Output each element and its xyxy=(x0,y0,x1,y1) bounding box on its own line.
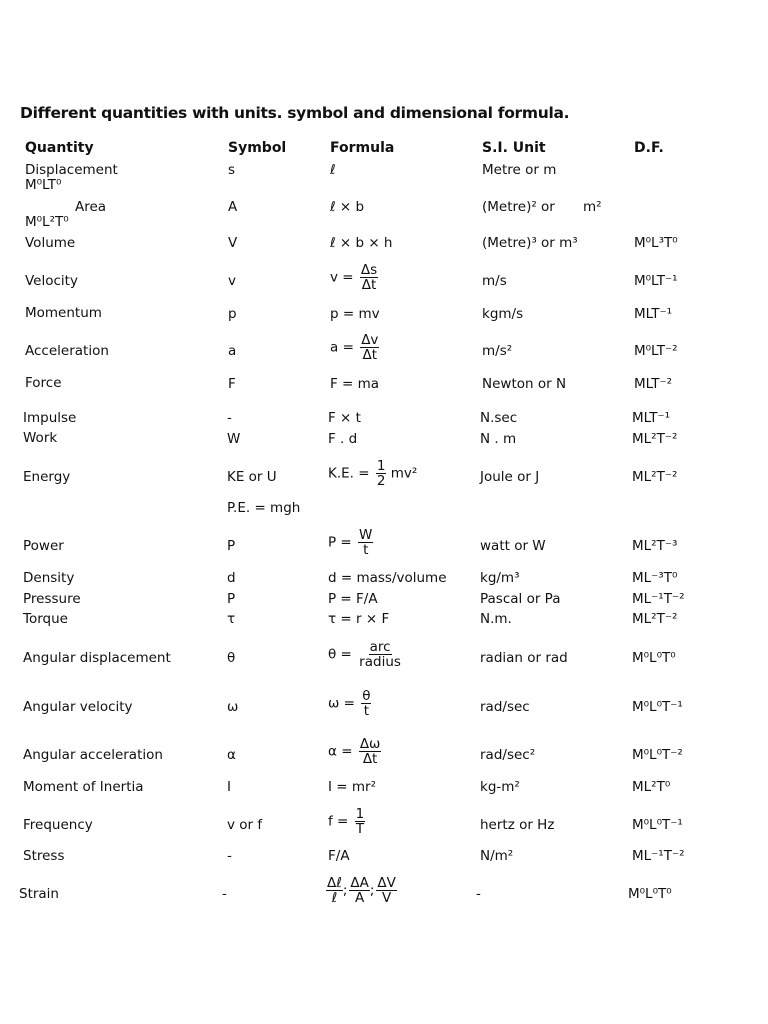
unit-displacement: Metre or m xyxy=(482,162,557,178)
symbol-volume: V xyxy=(228,235,238,251)
symbol-momentum: p xyxy=(228,306,237,322)
symbol-energy: KE or U xyxy=(227,469,277,485)
quantity-momentum: Momentum xyxy=(25,305,102,321)
formula-velocity: v = $\frac{\Delta s}{\Delta t}$ xyxy=(330,262,378,293)
formula-impulse: F × t xyxy=(328,410,361,426)
unit-torque: N.m. xyxy=(480,611,512,627)
formula-stress: F/A xyxy=(328,848,350,864)
quantity-angular-displacement: Angular displacement xyxy=(23,650,171,666)
symbol-acceleration: a xyxy=(228,343,237,359)
unit-angular-displacement: radian or rad xyxy=(480,650,568,666)
quantity-torque: Torque xyxy=(23,611,68,627)
unit-density: kg/m³ xyxy=(480,570,520,586)
formula-moment-of-inertia: I = mr² xyxy=(328,779,376,795)
df-momentum: MLT⁻¹ xyxy=(634,306,673,322)
quantity-moment-of-inertia: Moment of Inertia xyxy=(23,779,144,795)
quantity-volume: Volume xyxy=(25,235,76,251)
df-density: ML⁻³T⁰ xyxy=(632,570,678,586)
symbol-angular-velocity: ω xyxy=(227,699,239,715)
unit-velocity: m/s xyxy=(482,273,507,289)
quantity-angular-acceleration: Angular acceleration xyxy=(23,747,163,763)
unit-area: (Metre)² or xyxy=(482,199,555,215)
symbol-strain: - xyxy=(222,886,227,902)
formula-power: P = $\frac{W}{t}$ xyxy=(328,527,373,558)
quantity-density: Density xyxy=(23,570,75,586)
formula-displacement: ℓ xyxy=(330,162,336,178)
unit-moment-of-inertia: kg-m² xyxy=(480,779,520,795)
df-volume: M⁰L³T⁰ xyxy=(634,235,678,251)
formula-torque: τ = r × F xyxy=(328,611,390,627)
unit-force: Newton or N xyxy=(482,376,567,392)
quantity-stress: Stress xyxy=(23,848,65,864)
unit-area-alt: m² xyxy=(583,199,602,215)
header-formula: Formula xyxy=(330,140,395,156)
formula-strain: $\frac{\text{Δℓ}}{\text{ℓ}}$ ; $\frac{\Delta A}{A}$ ; $\frac{\Delta V}{V}$ xyxy=(327,875,396,906)
df-strain: M⁰L⁰T⁰ xyxy=(628,886,672,902)
unit-acceleration: m/s² xyxy=(482,343,513,359)
df-angular-velocity: M⁰L⁰T⁻¹ xyxy=(632,699,683,715)
formula-angular-acceleration: α = $\frac{\Delta\omega}{\Delta t}$ xyxy=(328,736,381,767)
unit-stress: N/m² xyxy=(480,848,514,864)
symbol-force: F xyxy=(228,376,236,392)
formula-area: ℓ × b xyxy=(330,199,365,215)
unit-frequency: hertz or Hz xyxy=(480,817,555,833)
formula-work: F . d xyxy=(328,431,358,447)
df-frequency: M⁰L⁰T⁻¹ xyxy=(632,817,683,833)
symbol-frequency: v or f xyxy=(227,817,263,833)
symbol-displacement: s xyxy=(228,162,236,178)
quantity-displacement: Displacement xyxy=(25,162,118,178)
df-pressure: ML⁻¹T⁻² xyxy=(632,591,685,607)
formula-pressure: P = F/A xyxy=(328,591,378,607)
symbol-torque: τ xyxy=(227,611,236,627)
header-df: D.F. xyxy=(634,140,664,156)
unit-momentum: kgm/s xyxy=(482,306,524,322)
header-symbol: Symbol xyxy=(228,140,287,156)
symbol-pressure: P xyxy=(227,591,236,607)
formula-volume: ℓ × b × h xyxy=(330,235,393,251)
df-velocity: M⁰LT⁻¹ xyxy=(634,273,678,289)
unit-angular-velocity: rad/sec xyxy=(480,699,530,715)
unit-work: N . m xyxy=(480,431,517,447)
formula-frequency: f = $\frac{1}{T}$ xyxy=(328,806,365,837)
df-power: ML²T⁻³ xyxy=(632,538,678,554)
unit-power: watt or W xyxy=(480,538,546,554)
potential-energy-formula: P.E. = mgh xyxy=(227,500,301,516)
df-acceleration: M⁰LT⁻² xyxy=(634,343,678,359)
df-area: M⁰L²T⁰ xyxy=(25,214,69,230)
symbol-angular-displacement: θ xyxy=(227,650,236,666)
header-quantity: Quantity xyxy=(25,140,94,156)
quantity-velocity: Velocity xyxy=(25,273,78,289)
unit-strain: - xyxy=(476,886,481,902)
df-stress: ML⁻¹T⁻² xyxy=(632,848,685,864)
quantity-impulse: Impulse xyxy=(23,410,77,426)
unit-volume: (Metre)³ or m³ xyxy=(482,235,578,251)
symbol-work: W xyxy=(227,431,241,447)
symbol-area: A xyxy=(228,199,238,215)
quantity-angular-velocity: Angular velocity xyxy=(23,699,133,715)
formula-angular-displacement: θ = $\frac{\text{arc}}{\text{radius}}$ xyxy=(328,639,401,670)
df-moment-of-inertia: ML²T⁰ xyxy=(632,779,671,795)
df-angular-acceleration: M⁰L⁰T⁻² xyxy=(632,747,683,763)
df-work: ML²T⁻² xyxy=(632,431,678,447)
df-impulse: MLT⁻¹ xyxy=(632,410,671,426)
header-si-unit: S.I. Unit xyxy=(482,140,546,156)
symbol-stress: - xyxy=(227,848,232,864)
df-torque: ML²T⁻² xyxy=(632,611,678,627)
df-displacement: M⁰LT⁰ xyxy=(25,177,62,193)
formula-density: d = mass/volume xyxy=(328,570,447,586)
quantity-work: Work xyxy=(23,430,58,446)
formula-energy: K.E. = $\frac{1}{2}$ mv² xyxy=(328,458,418,489)
unit-impulse: N.sec xyxy=(480,410,518,426)
quantity-power: Power xyxy=(23,538,64,554)
formula-momentum: p = mv xyxy=(330,306,380,322)
symbol-impulse: - xyxy=(227,410,232,426)
formula-acceleration: a = $\frac{\Delta v}{\Delta t}$ xyxy=(330,332,379,363)
symbol-angular-acceleration: α xyxy=(227,747,236,763)
quantity-acceleration: Acceleration xyxy=(25,343,109,359)
symbol-velocity: v xyxy=(228,273,236,289)
unit-energy: Joule or J xyxy=(480,469,540,485)
df-energy: ML²T⁻² xyxy=(632,469,678,485)
unit-angular-acceleration: rad/sec² xyxy=(480,747,536,763)
symbol-moment-of-inertia: I xyxy=(227,779,231,795)
symbol-power: P xyxy=(227,538,236,554)
df-force: MLT⁻² xyxy=(634,376,673,392)
quantity-area: Area xyxy=(75,199,107,215)
unit-pressure: Pascal or Pa xyxy=(480,591,561,607)
quantity-force: Force xyxy=(25,375,62,391)
formula-force: F = ma xyxy=(330,376,380,392)
quantity-energy: Energy xyxy=(23,469,71,485)
page-title: Different quantities with units. symbol and dimensional formula. xyxy=(20,104,570,122)
symbol-density: d xyxy=(227,570,236,586)
quantity-strain: Strain xyxy=(19,886,59,902)
quantity-frequency: Frequency xyxy=(23,817,93,833)
quantity-pressure: Pressure xyxy=(23,591,81,607)
formula-angular-velocity: ω = $\frac{\theta}{t}$ xyxy=(328,688,371,719)
df-angular-displacement: M⁰L⁰T⁰ xyxy=(632,650,676,666)
